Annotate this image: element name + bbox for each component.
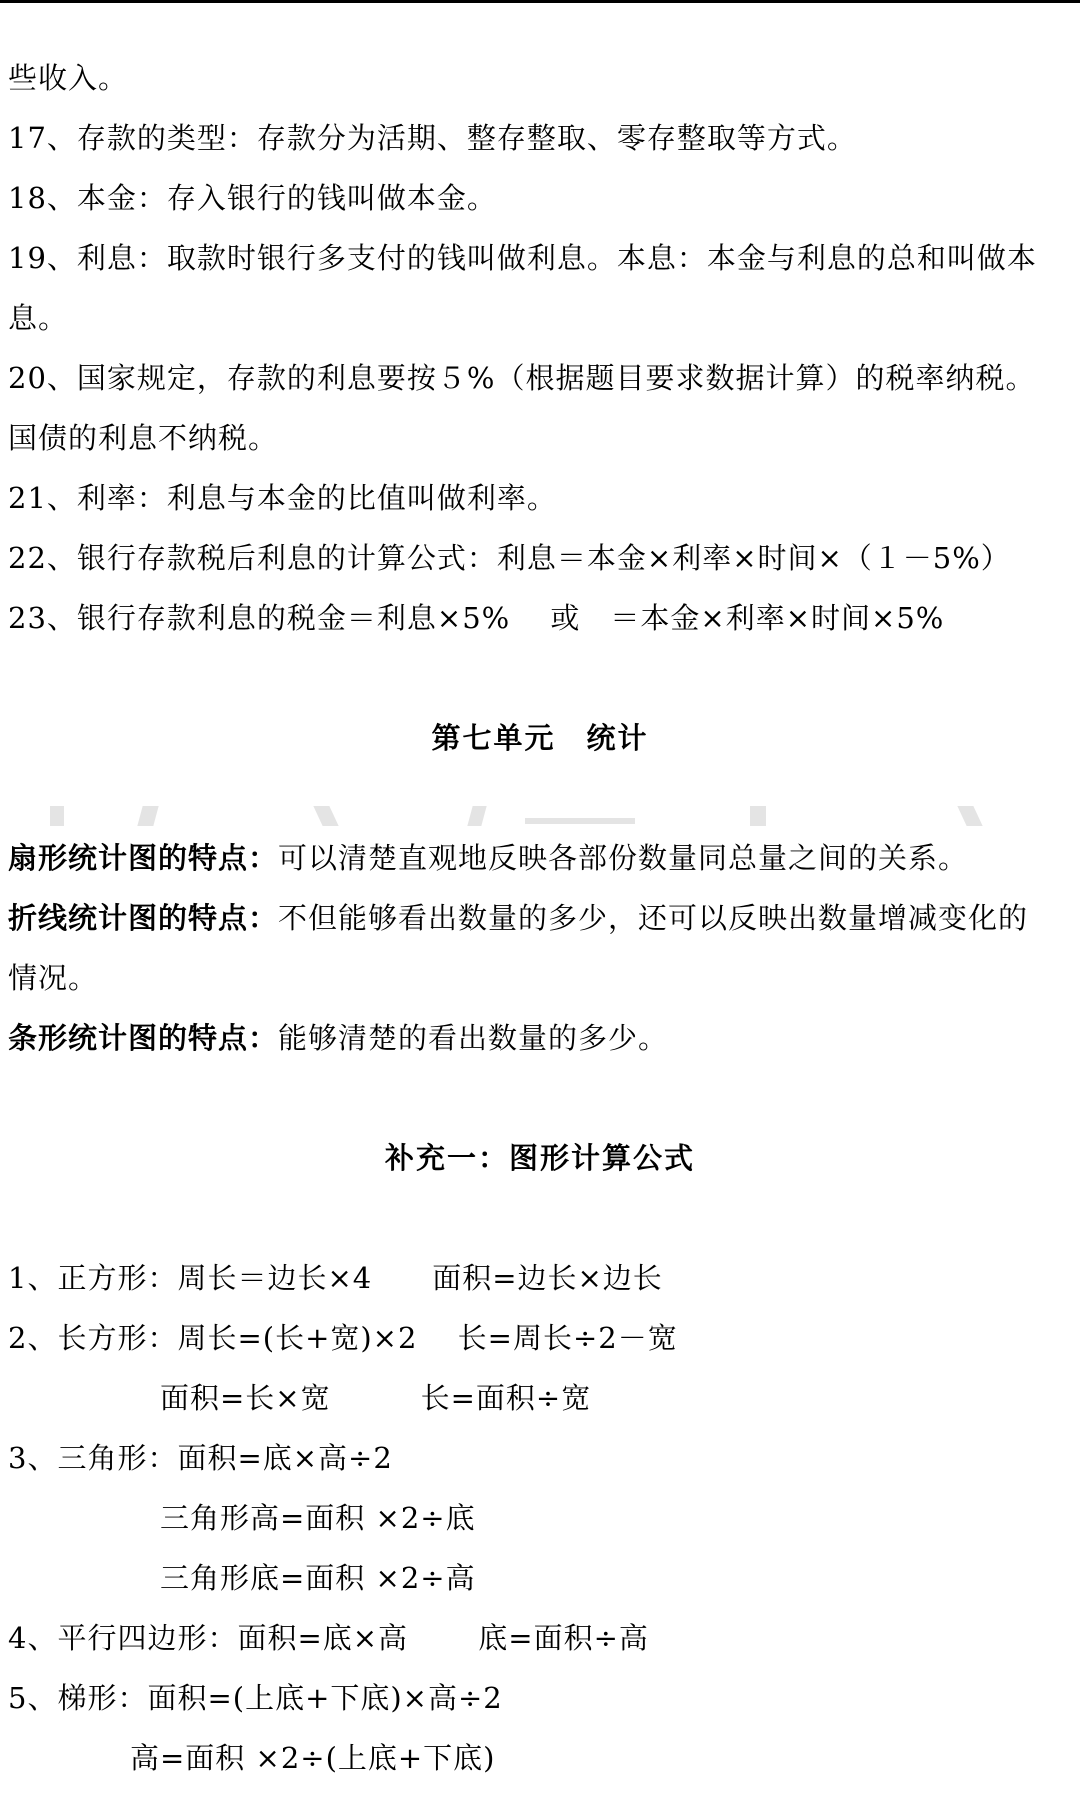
item-23-tax-formula: 23、银行存款利息的税金＝利息×5% 或 ＝本金×利率×时间×5% xyxy=(8,601,945,635)
watermark-fragment xyxy=(750,806,766,826)
formula-trapezoid: 5、梯形：面积=(上底+下底)×高÷2 xyxy=(8,1681,503,1715)
unit-7-heading: 第七单元 统计 xyxy=(431,721,649,755)
pie-chart-label: 扇形统计图的特点： xyxy=(8,841,279,875)
formula-triangle-base: 三角形底=面积 ×2÷高 xyxy=(160,1561,476,1595)
formula-trapezoid-height: 高=面积 ×2÷(上底+下底) xyxy=(130,1741,496,1775)
pie-chart-text: 可以清楚直观地反映各部份数量同总量之间的关系。 xyxy=(278,841,969,875)
formula-parallelogram: 4、平行四边形：面积=底×高 底=面积÷高 xyxy=(8,1621,649,1655)
watermark-fragment xyxy=(525,818,635,824)
line-chart-feature xyxy=(8,898,1028,938)
pie-chart-feature xyxy=(8,838,968,878)
text-line-continuation: 些收入。 xyxy=(8,61,129,95)
supplement-heading: 补充一：图形计算公式 xyxy=(384,1141,695,1175)
watermark-fragment xyxy=(313,806,338,826)
line-chart-text: 不但能够看出数量的多少，还可以反映出数量增减变化的 xyxy=(278,901,1029,935)
formula-rectangle: 2、长方形：周长=(长+宽)×2 长=周长÷2－宽 xyxy=(8,1321,678,1355)
item-20-continuation: 国债的利息不纳税。 xyxy=(8,421,279,455)
watermark-fragment xyxy=(50,806,64,826)
item-20-tax-rule: 20、国家规定，存款的利息要按５%（根据题目要求数据计算）的税率纳税。 xyxy=(8,361,1036,395)
line-chart-continuation: 情况。 xyxy=(8,961,99,995)
bar-chart-label: 条形统计图的特点： xyxy=(8,1021,279,1055)
bar-chart-text: 能够清楚的看出数量的多少。 xyxy=(278,1021,669,1055)
line-chart-label: 折线统计图的特点： xyxy=(8,901,279,935)
watermark-fragment xyxy=(467,806,486,826)
item-21-interest-rate: 21、利率：利息与本金的比值叫做利率。 xyxy=(8,481,557,515)
item-19-continuation: 息。 xyxy=(8,301,69,335)
top-rule xyxy=(0,0,1080,3)
formula-rectangle-area: 面积=长×宽 长=面积÷宽 xyxy=(160,1381,592,1415)
item-22-after-tax-formula: 22、银行存款税后利息的计算公式：利息＝本金×利率×时间×（１－5%） xyxy=(8,541,1011,575)
item-19-interest: 19、利息：取款时银行多支付的钱叫做利息。本息：本金与利息的总和叫做本 xyxy=(8,241,1037,275)
bar-chart-feature xyxy=(8,1018,668,1058)
watermark-fragment xyxy=(957,806,982,826)
formula-triangle-height: 三角形高=面积 ×2÷底 xyxy=(160,1501,476,1535)
item-17-deposit-types: 17、存款的类型：存款分为活期、整存整取、零存整取等方式。 xyxy=(8,121,857,155)
item-18-principal: 18、本金：存入银行的钱叫做本金。 xyxy=(8,181,497,215)
formula-triangle: 3、三角形：面积=底×高÷2 xyxy=(8,1441,393,1475)
formula-square: 1、正方形：周长＝边长×4 面积=边长×边长 xyxy=(8,1261,663,1295)
watermark-fragment xyxy=(137,806,158,826)
